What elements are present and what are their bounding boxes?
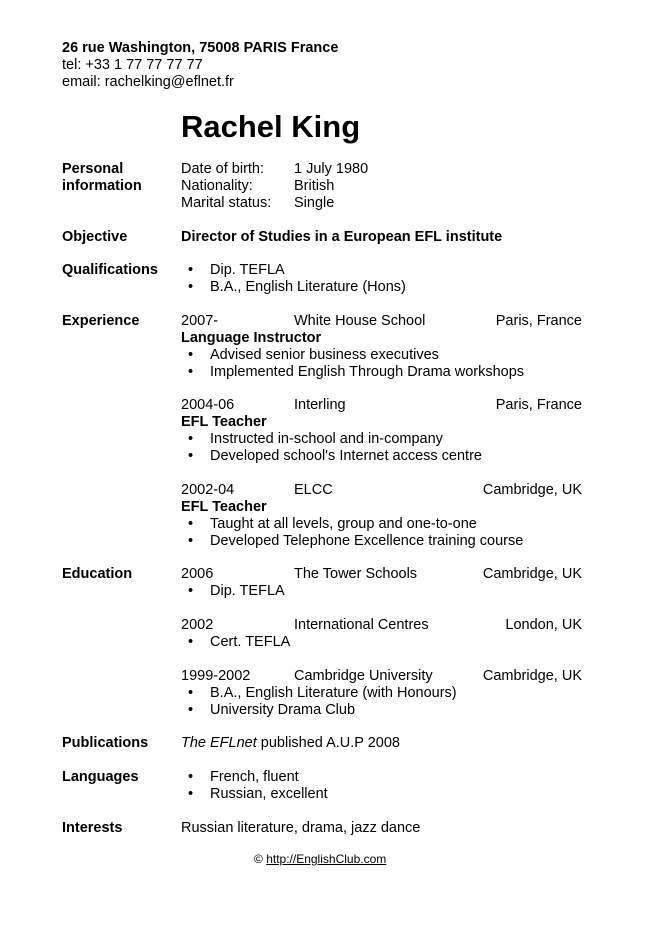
languages-heading: Languages <box>62 769 139 785</box>
job-location: Paris, France <box>495 313 582 329</box>
job-title: Language Instructor <box>181 330 322 346</box>
education-years: 2002 <box>181 617 214 633</box>
job-years: 2004-06 <box>181 397 235 413</box>
publications-heading: Publications <box>62 735 149 751</box>
objective-heading: Objective <box>62 229 128 245</box>
candidate-name: Rachel King <box>181 109 361 144</box>
education-heading: Education <box>62 566 133 582</box>
email: email: rachelking@eflnet.fr <box>62 74 234 90</box>
education-years: 2006 <box>181 566 214 582</box>
education-institution: Cambridge University <box>294 668 433 684</box>
marital-value: Single <box>294 195 335 211</box>
education-location: London, UK <box>505 617 582 633</box>
personal-heading-line1: Personal <box>62 161 124 177</box>
dob-value: 1 July 1980 <box>294 161 369 177</box>
education-institution: The Tower Schools <box>294 566 418 582</box>
job-employer: White House School <box>294 313 426 329</box>
publication-entry <box>181 735 400 752</box>
job-location: Paris, France <box>495 397 582 413</box>
job-employer: Interling <box>294 397 346 413</box>
experience-heading: Experience <box>62 313 140 329</box>
resume-page: 26 rue Washington, 75008 PARIS France tel: +33 1 77 77 77 77 email: rachelking@eflnet.fr Rachel King Personal information Date of birth: 1 July 1980 Nationality: British Marital status: Single Objective Director of Studies in a European EFL institute Qualifications • Dip. TEFLA • B.A., English Literature (Hons) Experience 2007- White House School Paris, France Language Instructor • Advised senior business executives • Implemented English Through Drama workshops 2004-06 Interling Paris, France EFL Teacher • Instructed in-school and in-company • Developed school's Internet access centre 2002-04 ELCC Cambridge, UK EFL Teacher • Taught at all levels, group and one-to-one • Developed Telephone Excellence training course Education 2006 The Tower Schools Cambridge, UK • Dip. TEFLA 2002 International Centres London, UK • Cert. TEFLA 1999-2002 Cambridge University Cambridge, UK • B.A., English Literature (with Honours) • University Drama Club Publications The EFLnet published A.U.P 2008 Languages • French, fluent • Russian, excellent Interests Russian literature, drama, jazz dance © http://EnglishClub.com <box>62 40 582 866</box>
nationality-value: British <box>294 178 335 194</box>
job-years: 2002-04 <box>181 482 235 498</box>
job-title: EFL Teacher <box>181 499 267 515</box>
education-years: 1999-2002 <box>181 668 251 684</box>
publication-details: published A.U.P 2008 <box>256 735 400 751</box>
job-location: Cambridge, UK <box>482 482 582 498</box>
interests-heading: Interests <box>62 820 123 836</box>
education-institution: International Centres <box>294 617 429 633</box>
personal-heading-line2: information <box>62 178 142 194</box>
address: 26 rue Washington, 75008 PARIS France <box>62 40 339 56</box>
job-title: EFL Teacher <box>181 414 267 430</box>
footer <box>254 851 386 868</box>
education-location: Cambridge, UK <box>482 566 582 582</box>
qualifications-heading: Qualifications <box>62 262 158 278</box>
interests-text: Russian literature, drama, jazz dance <box>181 820 421 836</box>
dob-label: Date of birth: <box>181 161 265 177</box>
telephone: tel: +33 1 77 77 77 77 <box>62 57 203 73</box>
education-location: Cambridge, UK <box>482 668 582 684</box>
publication-title: The EFLnet <box>181 735 257 751</box>
objective-text: Director of Studies in a European EFL institute <box>181 229 503 245</box>
marital-label: Marital status: <box>181 195 272 211</box>
job-employer: ELCC <box>294 482 333 498</box>
copyright-symbol: © <box>254 852 263 866</box>
footer-link[interactable]: http://EnglishClub.com <box>266 852 387 866</box>
job-years: 2007- <box>181 313 219 329</box>
nationality-label: Nationality: <box>181 178 253 194</box>
